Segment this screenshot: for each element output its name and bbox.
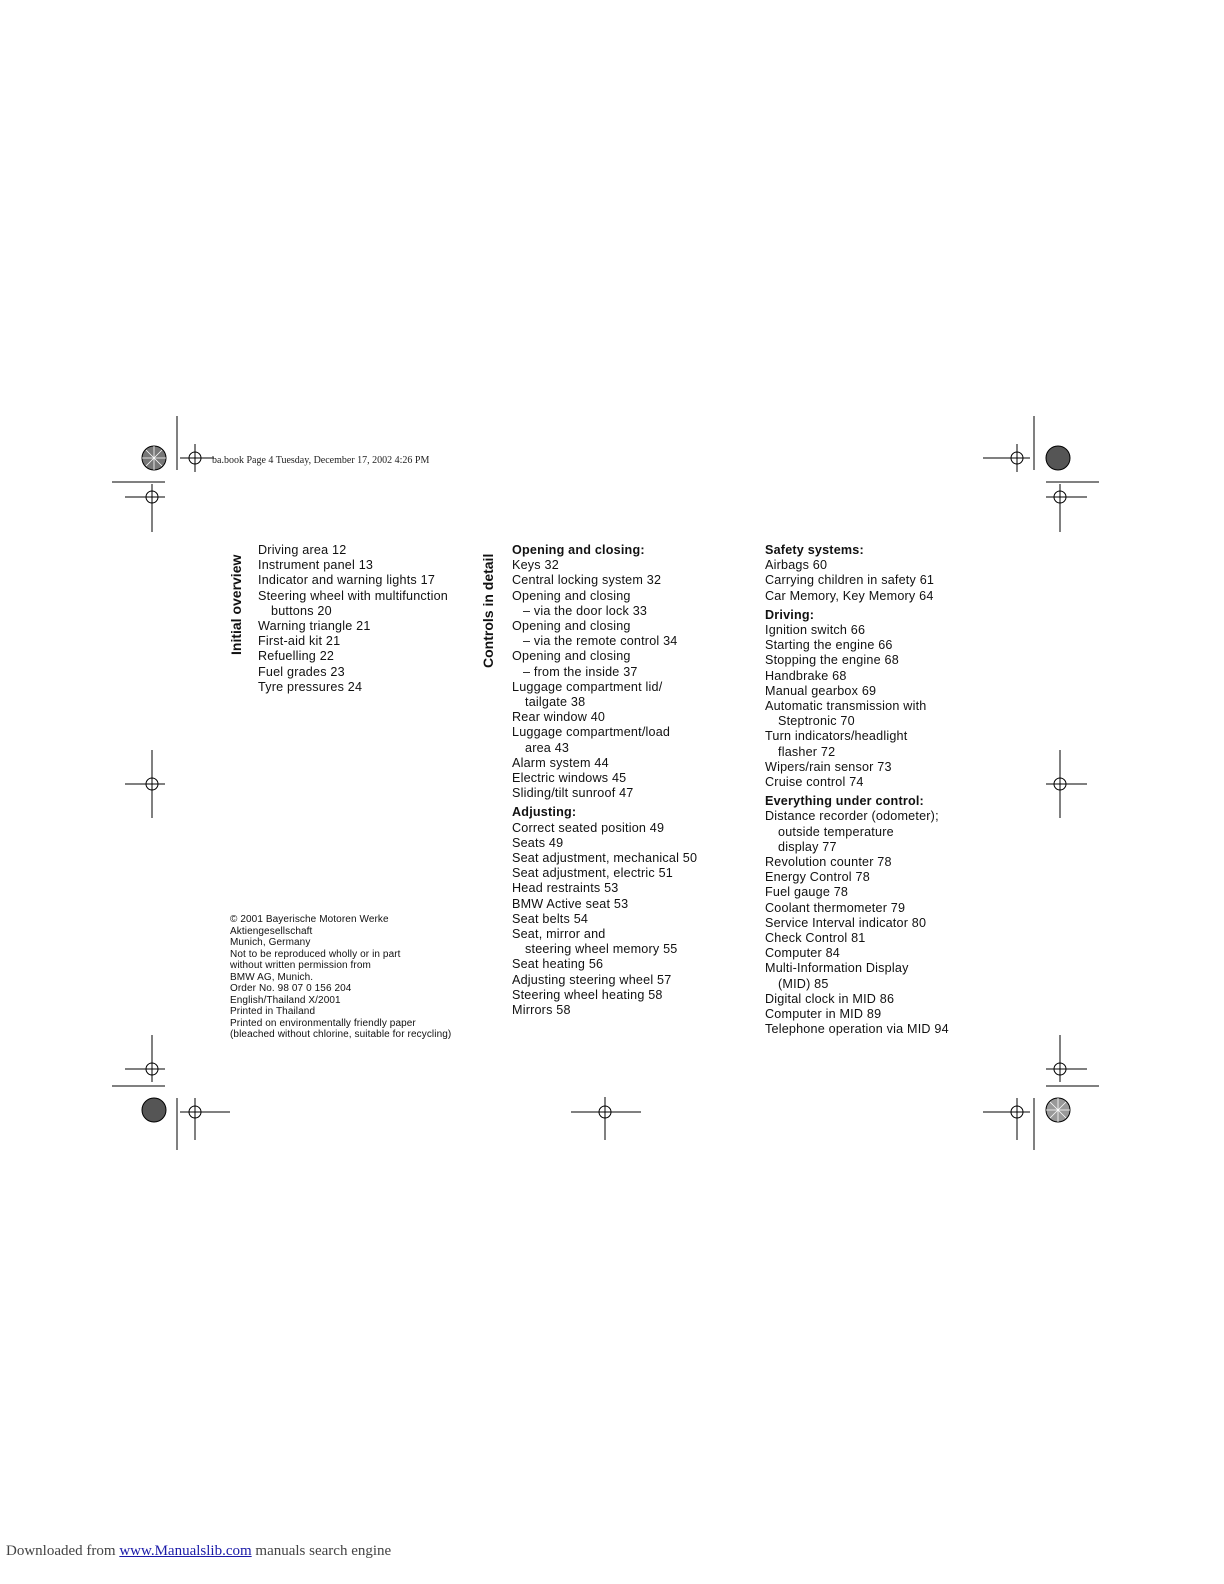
toc-entry[interactable]: Steering wheel with multifunction	[258, 588, 449, 603]
copyright-line: © 2001 Bayerische Motoren Werke	[230, 914, 389, 925]
toc-entry[interactable]: Carrying children in safety 61	[765, 573, 935, 588]
toc-section-heading: Everything under control:	[765, 794, 924, 809]
toc-entry[interactable]: Warning triangle 21	[258, 619, 371, 634]
toc-section-heading: Safety systems:	[765, 543, 864, 557]
toc-entry[interactable]: Multi-Information Display	[765, 961, 909, 976]
footer-prefix: Downloaded from	[6, 1543, 120, 1559]
section-title-initial-overview: Initial overview	[228, 554, 244, 655]
toc-entry[interactable]: Fuel gauge 78	[765, 885, 849, 900]
download-footer	[6, 1543, 391, 1560]
toc-entry[interactable]: Car Memory, Key Memory 64	[765, 588, 934, 603]
toc-entry[interactable]: Steering wheel heating 58	[512, 987, 663, 1002]
toc-entry[interactable]: Steptronic 70	[778, 714, 855, 729]
toc-entry[interactable]: Telephone operation via MID 94	[765, 1022, 949, 1037]
toc-entry[interactable]: tailgate 38	[525, 695, 586, 710]
toc-section-heading: Adjusting:	[512, 805, 577, 820]
copyright-notice	[230, 914, 451, 1041]
toc-entry[interactable]: BMW Active seat 53	[512, 896, 629, 911]
copyright-line: (bleached without chlorine, suitable for recycling)	[230, 1029, 452, 1040]
toc-entry[interactable]: Indicator and warning lights 17	[258, 573, 436, 588]
toc-entry[interactable]: Instrument panel 13	[258, 558, 374, 573]
toc-entry[interactable]: Seat belts 54	[512, 911, 589, 926]
toc-entry[interactable]: – from the inside 37	[523, 664, 638, 679]
copyright-line: Printed on environmentally friendly paper	[230, 1017, 416, 1029]
toc-entry[interactable]: Coolant thermometer 79	[765, 900, 906, 915]
toc-entry[interactable]: steering wheel memory 55	[525, 942, 678, 957]
toc-entry[interactable]: Central locking system 32	[512, 573, 662, 588]
toc-entry[interactable]: Seats 49	[512, 835, 564, 850]
toc-entry[interactable]: Keys 32	[512, 558, 559, 573]
toc-entry[interactable]: buttons 20	[271, 603, 332, 618]
toc-entry[interactable]: Starting the engine 66	[765, 638, 893, 653]
toc-entry[interactable]: Stopping the engine 68	[765, 653, 899, 668]
toc-entry[interactable]: Electric windows 45	[512, 771, 627, 786]
copyright-line: Order No. 98 07 0 156 204	[230, 983, 352, 994]
toc-entry[interactable]: Computer 84	[765, 946, 841, 961]
toc-entry[interactable]: Seat adjustment, electric 51	[512, 866, 674, 881]
toc-entry[interactable]: Alarm system 44	[512, 755, 609, 770]
toc-entry[interactable]: Mirrors 58	[512, 1003, 571, 1018]
toc-entry[interactable]: Manual gearbox 69	[765, 683, 877, 698]
toc-entry[interactable]: Cruise control 74	[765, 775, 864, 790]
toc-entry[interactable]: Refuelling 22	[258, 649, 335, 664]
toc-entry[interactable]: Revolution counter 78	[765, 855, 892, 870]
toc-column-initial-overview	[258, 543, 448, 695]
toc-entry[interactable]: Automatic transmission with	[765, 699, 927, 714]
toc-entry[interactable]: Service Interval indicator 80	[765, 915, 927, 930]
toc-column-controls-b	[765, 543, 949, 1038]
toc-section-heading: Driving:	[765, 607, 815, 622]
toc-entry[interactable]: Turn indicators/headlight	[765, 729, 908, 744]
copyright-line: English/Thailand X/2001	[230, 994, 341, 1006]
copyright-line: Aktiengesellschaft	[230, 925, 313, 937]
toc-entry[interactable]: Digital clock in MID 86	[765, 991, 895, 1006]
toc-entry[interactable]: Ignition switch 66	[765, 623, 866, 638]
toc-entry[interactable]: Airbags 60	[765, 558, 828, 573]
toc-entry[interactable]: Energy Control 78	[765, 870, 870, 885]
toc-entry[interactable]: – via the remote control 34	[523, 634, 678, 649]
toc-entry[interactable]: flasher 72	[778, 744, 836, 759]
footer-suffix: manuals search engine	[251, 1543, 392, 1559]
toc-entry[interactable]: Opening and closing	[512, 619, 631, 634]
toc-entry[interactable]: Computer in MID 89	[765, 1007, 882, 1022]
toc-section-heading: Opening and closing:	[512, 543, 645, 557]
toc-column-controls-a	[512, 543, 697, 1018]
toc-entry[interactable]: – via the door lock 33	[523, 603, 648, 618]
toc-entry[interactable]: Seat heating 56	[512, 957, 604, 972]
toc-entry[interactable]: Driving area 12	[258, 543, 347, 557]
toc-entry[interactable]: Distance recorder (odometer);	[765, 809, 939, 824]
toc-entry[interactable]: Check Control 81	[765, 931, 866, 946]
toc-entry[interactable]: Luggage compartment lid/	[512, 679, 663, 694]
toc-entry[interactable]: outside temperature	[778, 824, 894, 839]
toc-entry[interactable]: display 77	[778, 839, 837, 854]
copyright-line: Printed in Thailand	[230, 1006, 316, 1017]
print-header: ba.book Page 4 Tuesday, December 17, 2002 4:26 PM	[212, 455, 430, 466]
toc-entry[interactable]: Seat, mirror and	[512, 927, 606, 942]
manualslib-link[interactable]: www.Manualslib.com	[119, 1543, 252, 1559]
toc-entry[interactable]: Opening and closing	[512, 588, 631, 603]
copyright-line: BMW AG, Munich.	[230, 971, 314, 983]
toc-entry[interactable]: Correct seated position 49	[512, 820, 665, 835]
copyright-line: Not to be reproduced wholly or in part	[230, 948, 401, 960]
toc-entry[interactable]: Rear window 40	[512, 710, 606, 725]
toc-entry[interactable]: Fuel grades 23	[258, 664, 345, 679]
toc-entry[interactable]: First-aid kit 21	[258, 634, 341, 649]
toc-entry[interactable]: Wipers/rain sensor 73	[765, 759, 892, 774]
section-title-controls-in-detail: Controls in detail	[480, 553, 496, 668]
toc-entry[interactable]: (MID) 85	[778, 976, 829, 991]
copyright-line: Munich, Germany	[230, 937, 311, 948]
toc-entry[interactable]: Luggage compartment/load	[512, 725, 671, 740]
toc-entry[interactable]: Adjusting steering wheel 57	[512, 972, 672, 987]
toc-entry[interactable]: area 43	[525, 740, 570, 755]
copyright-line: without written permission from	[230, 960, 371, 971]
toc-entry[interactable]: Opening and closing	[512, 649, 631, 664]
toc-entry[interactable]: Tyre pressures 24	[258, 679, 363, 694]
toc-entry[interactable]: Head restraints 53	[512, 881, 619, 896]
toc-entry[interactable]: Handbrake 68	[765, 668, 847, 683]
toc-entry[interactable]: Seat adjustment, mechanical 50	[512, 851, 698, 866]
toc-entry[interactable]: Sliding/tilt sunroof 47	[512, 786, 634, 801]
